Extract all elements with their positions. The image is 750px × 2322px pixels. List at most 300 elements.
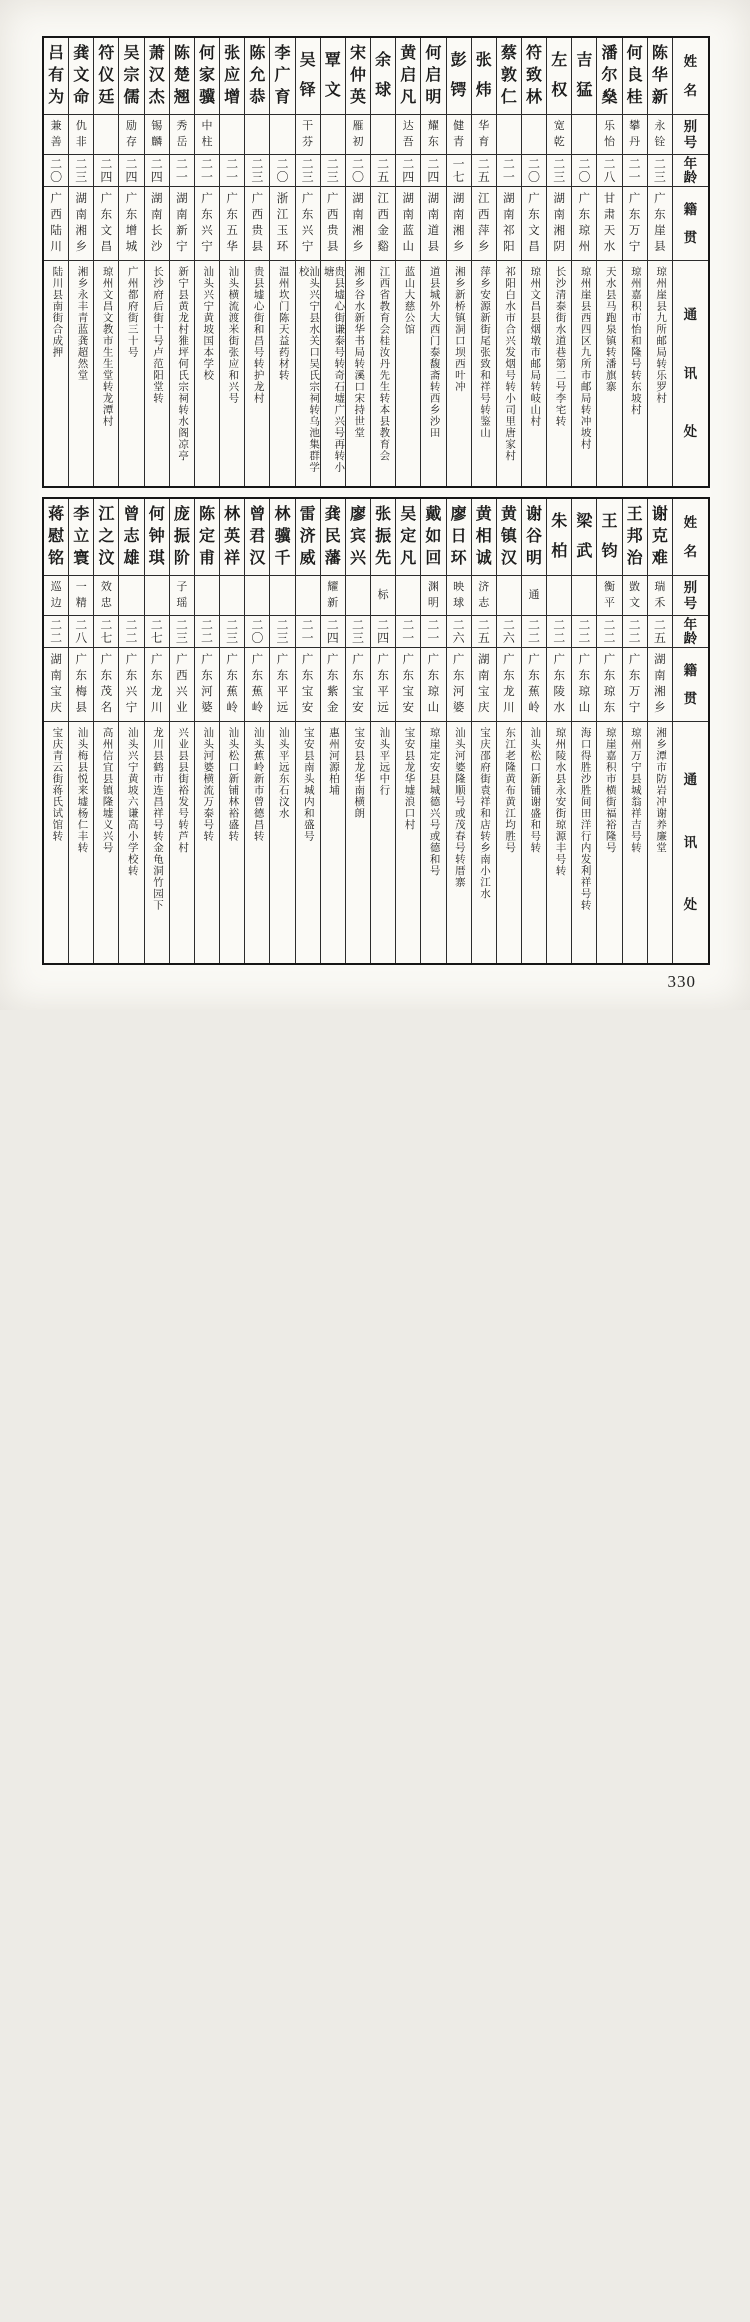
glyph: 东 [150, 669, 163, 682]
alias-cell [648, 575, 672, 615]
glyph: 岳 [176, 135, 188, 148]
address-text: 宝安县南头城内和盛号 [302, 727, 314, 842]
age-cell-text [69, 616, 93, 647]
person-column [596, 38, 621, 486]
glyph: 余 [375, 52, 392, 70]
name-cell-text [623, 38, 647, 114]
glyph: 广 [528, 653, 540, 666]
name-cell [572, 499, 596, 575]
person-column [345, 38, 370, 486]
glyph: 玉 [276, 224, 289, 237]
glyph: 寰 [73, 550, 90, 567]
address-cell [245, 260, 269, 486]
address-text: 汕头梅县悦来墟杨仁丰转 [76, 727, 88, 854]
glyph: 二 [125, 618, 138, 632]
alias-cell [119, 114, 143, 154]
glyph: 东 [654, 208, 666, 221]
address-text: 宝庆青云街蒋氏试馆转 [51, 727, 63, 842]
age-cell [623, 615, 647, 647]
age-cell [69, 615, 93, 647]
glyph: 乡 [654, 701, 666, 714]
glyph: 岭 [226, 701, 238, 714]
glyph: 兼 [50, 120, 62, 133]
alias-cell [220, 114, 244, 154]
glyph: 广 [654, 192, 666, 205]
address-cell [321, 721, 345, 963]
age-cell [44, 154, 68, 186]
glyph: 二 [653, 618, 666, 632]
alias-cell [69, 114, 93, 154]
glyph: 二 [427, 618, 440, 632]
age-cell-text [597, 616, 621, 647]
age-cell-text [195, 155, 219, 186]
address-cell [220, 721, 244, 963]
name-cell-text [69, 38, 93, 114]
glyph: 二 [301, 618, 314, 632]
header-age-text [673, 616, 708, 647]
glyph: 梁 [576, 513, 593, 531]
glyph: 琼 [603, 685, 616, 698]
glyph: 柱 [201, 135, 213, 148]
glyph: 广 [176, 653, 188, 666]
glyph: 宁 [628, 240, 641, 253]
glyph: 湖 [477, 653, 490, 666]
age-cell-text [170, 616, 194, 647]
glyph: 广 [150, 653, 163, 666]
origin-cell-text [69, 187, 93, 260]
person-column [269, 499, 294, 963]
glyph: 南 [75, 208, 87, 221]
name-cell-text [69, 499, 93, 575]
person-column [144, 38, 169, 486]
glyph: 曾 [249, 506, 266, 523]
header-address-text [673, 722, 708, 963]
glyph: 二 [125, 157, 138, 171]
alias-cell [270, 114, 294, 154]
age-cell [421, 154, 445, 186]
header-name-text [673, 499, 708, 575]
name-cell-text [547, 38, 571, 114]
person-column [68, 499, 93, 963]
glyph: 广 [251, 653, 264, 666]
origin-cell [94, 647, 118, 721]
age-cell [547, 154, 571, 186]
glyph: 广 [452, 653, 465, 666]
name-cell [623, 38, 647, 114]
glyph: 球 [453, 596, 465, 609]
glyph: 东 [301, 208, 314, 221]
origin-cell [472, 186, 496, 260]
glyph: 贵 [251, 224, 264, 237]
origin-cell [296, 186, 320, 260]
origin-cell [421, 647, 445, 721]
glyph: 陵 [553, 685, 565, 698]
alias-cell-text [421, 576, 445, 615]
name-cell-text [321, 38, 345, 114]
glyph: 年 [683, 617, 698, 632]
address-cell [69, 721, 93, 963]
name-cell [497, 38, 521, 114]
name-cell [321, 499, 345, 575]
name-cell [69, 38, 93, 114]
name-cell-text [447, 499, 471, 575]
glyph: 达 [402, 120, 414, 133]
person-column [44, 499, 68, 963]
glyph: 初 [352, 135, 364, 148]
name-cell-text [94, 38, 118, 114]
age-cell-text [220, 616, 244, 647]
name-cell [119, 38, 143, 114]
glyph: 蕉 [226, 685, 238, 698]
name-cell-text [245, 499, 269, 575]
glyph: 广 [301, 653, 314, 666]
glyph: 二 [603, 157, 616, 171]
origin-cell-text [447, 648, 471, 721]
name-cell-text [371, 38, 395, 114]
person-column [194, 499, 219, 963]
glyph: 业 [176, 701, 188, 714]
glyph: 茂 [100, 685, 113, 698]
age-cell-text [119, 616, 143, 647]
origin-cell-text [572, 187, 596, 260]
address-text: 贵县墟心街和昌号转护龙村 [252, 266, 264, 404]
age-cell-text [44, 155, 68, 186]
origin-cell [371, 186, 395, 260]
address-cell [346, 260, 370, 486]
glyph: 华 [226, 240, 238, 253]
age-cell [170, 615, 194, 647]
address-cell [145, 721, 169, 963]
age-cell [145, 615, 169, 647]
glyph: 宁 [628, 701, 641, 714]
glyph: 县 [327, 240, 339, 253]
glyph: 一 [402, 631, 415, 645]
alias-cell-text [522, 576, 546, 615]
age-cell-text [44, 616, 68, 647]
origin-cell [497, 647, 521, 721]
glyph: 宁 [201, 240, 213, 253]
name-cell-text [170, 38, 194, 114]
alias-cell [296, 114, 320, 154]
glyph: 宝 [352, 685, 364, 698]
glyph: 朱 [551, 513, 568, 531]
age-cell-text [346, 616, 370, 647]
origin-cell-text [220, 648, 244, 721]
glyph: 华 [651, 67, 668, 84]
name-cell [497, 499, 521, 575]
glyph: 平 [604, 596, 616, 609]
address-cell [195, 721, 219, 963]
alias-cell [245, 575, 269, 615]
glyph: 育 [274, 89, 291, 106]
glyph: 琼 [427, 685, 440, 698]
age-cell-text [648, 616, 672, 647]
glyph: 汉 [249, 550, 266, 567]
origin-cell [447, 186, 471, 260]
glyph: 南 [503, 208, 515, 221]
origin-cell-text [497, 187, 521, 260]
glyph: 一 [427, 631, 440, 645]
glyph: 〇 [528, 170, 541, 184]
age-cell-text [522, 155, 546, 186]
address-cell [623, 260, 647, 486]
glyph: 为 [48, 89, 65, 106]
glyph: 黄 [400, 45, 417, 62]
glyph: 东 [125, 669, 138, 682]
alias-cell-text [648, 115, 672, 154]
glyph: 效 [100, 581, 112, 594]
glyph: 二 [351, 157, 364, 171]
glyph: 南 [477, 669, 490, 682]
alias-cell-text [69, 576, 93, 615]
name-cell-text [547, 499, 571, 575]
glyph: 琪 [148, 550, 165, 567]
glyph: 姓 [683, 54, 698, 69]
glyph: 水 [603, 240, 616, 253]
glyph: 兴 [176, 685, 188, 698]
address-cell [396, 260, 420, 486]
age-cell [421, 615, 445, 647]
glyph: 蕉 [251, 685, 264, 698]
age-cell-text [597, 155, 621, 186]
age-cell-text [270, 155, 294, 186]
origin-cell-text [44, 187, 68, 260]
age-cell [170, 154, 194, 186]
glyph: 先 [375, 550, 392, 567]
glyph: 一 [75, 581, 87, 594]
origin-cell [119, 647, 143, 721]
glyph: 巡 [50, 581, 62, 594]
origin-cell [421, 186, 445, 260]
alias-cell [44, 114, 68, 154]
glyph: 东 [553, 669, 565, 682]
address-text: 宝庆邵府街袁祥和店转乡南小江水 [478, 727, 490, 900]
address-cell [245, 721, 269, 963]
person-column [295, 499, 320, 963]
person-column [596, 499, 621, 963]
age-cell [497, 154, 521, 186]
glyph: 〇 [251, 631, 264, 645]
glyph: 乡 [352, 240, 364, 253]
glyph: 紫 [327, 685, 339, 698]
glyph: 六 [452, 631, 465, 645]
address-cell [94, 260, 118, 486]
glyph: 存 [126, 135, 138, 148]
alias-cell [170, 114, 194, 154]
address-cell [94, 721, 118, 963]
glyph: 江 [477, 192, 490, 205]
glyph: 四 [326, 631, 339, 645]
origin-cell [346, 186, 370, 260]
glyph: 邦 [626, 528, 643, 545]
header-age-text [673, 155, 708, 186]
age-cell-text [497, 616, 521, 647]
glyph: 姓 [683, 515, 698, 530]
glyph: 讯 [683, 834, 698, 850]
origin-cell-text [623, 187, 647, 260]
address-cell [371, 721, 395, 963]
age-cell [145, 154, 169, 186]
header-address [673, 721, 708, 963]
name-cell [145, 38, 169, 114]
person-column [68, 38, 93, 486]
age-cell-text [396, 616, 420, 647]
alias-cell [145, 114, 169, 154]
origin-cell [623, 647, 647, 721]
glyph: 尔 [601, 67, 618, 84]
glyph: 二 [578, 618, 591, 632]
person-column [269, 38, 294, 486]
glyph: 宁 [125, 701, 138, 714]
age-cell-text [371, 616, 395, 647]
glyph: 骥 [274, 528, 291, 545]
glyph: 符 [526, 45, 543, 62]
glyph: 名 [683, 82, 698, 98]
address-cell [472, 721, 496, 963]
glyph: 覃 [324, 52, 341, 70]
glyph: 湖 [654, 653, 666, 666]
name-cell-text [597, 499, 621, 575]
glyph: 三 [251, 170, 264, 184]
alias-cell-text [119, 115, 143, 154]
alias-cell [69, 575, 93, 615]
address-cell [170, 260, 194, 486]
address-text: 广州都府街三十号 [126, 266, 138, 358]
glyph: 祥 [224, 550, 241, 567]
glyph: 秀 [176, 120, 188, 133]
glyph: 林 [526, 89, 543, 106]
age-cell-text [497, 155, 521, 186]
address-text: 琼州嘉积市怡和隆号转东坡村 [629, 266, 641, 416]
origin-cell-text [497, 648, 521, 721]
glyph: 曾 [123, 506, 140, 523]
glyph: 阳 [503, 240, 515, 253]
glyph: 〇 [276, 170, 289, 184]
person-column [521, 38, 546, 486]
glyph: 兴 [349, 550, 366, 567]
address-cell [547, 260, 571, 486]
name-cell [170, 38, 194, 114]
glyph: 东 [226, 208, 238, 221]
glyph: 东 [276, 669, 289, 682]
glyph: 庞 [173, 506, 190, 523]
glyph: 广 [427, 653, 440, 666]
glyph: 二 [251, 157, 264, 171]
glyph: 三 [276, 631, 289, 645]
origin-cell-text [170, 648, 194, 721]
glyph: 乡 [452, 240, 465, 253]
glyph: 四 [377, 631, 390, 645]
glyph: 甘 [603, 192, 616, 205]
glyph: 龙 [150, 685, 163, 698]
address-cell [195, 260, 219, 486]
person-column [219, 38, 244, 486]
name-cell-text [371, 499, 395, 575]
glyph: 东 [528, 208, 540, 221]
person-column [194, 38, 219, 486]
glyph: 三 [553, 170, 566, 184]
age-cell-text [648, 155, 672, 186]
address-text: 湘乡永丰青蓝龚超然堂 [76, 266, 88, 381]
origin-cell [220, 186, 244, 260]
glyph: 汶 [98, 550, 115, 567]
glyph: 湖 [50, 653, 62, 666]
glyph: 蔡 [500, 45, 517, 62]
origin-cell [69, 647, 93, 721]
glyph: 张 [224, 45, 241, 62]
glyph: 东 [201, 208, 213, 221]
age-cell-text [220, 155, 244, 186]
person-column [446, 499, 471, 963]
name-cell [522, 499, 546, 575]
origin-cell [321, 186, 345, 260]
age-cell [69, 154, 93, 186]
name-cell-text [321, 499, 345, 575]
glyph: 宝 [301, 685, 314, 698]
alias-cell [321, 575, 345, 615]
glyph: 东 [427, 135, 439, 148]
name-cell [421, 499, 445, 575]
glyph: 〇 [351, 170, 364, 184]
glyph: 渊 [427, 581, 439, 594]
glyph: 四 [402, 170, 415, 184]
glyph: 东 [251, 669, 264, 682]
glyph: 广 [226, 653, 238, 666]
origin-cell [547, 647, 571, 721]
glyph: 志 [123, 528, 140, 545]
glyph: 文 [73, 67, 90, 84]
age-cell [220, 615, 244, 647]
origin-cell-text [421, 648, 445, 721]
glyph: 南 [50, 669, 62, 682]
age-cell [371, 154, 395, 186]
glyph: 州 [578, 240, 591, 253]
name-cell [220, 499, 244, 575]
glyph: 广 [402, 653, 415, 666]
glyph: 林 [224, 506, 241, 523]
glyph: 阴 [553, 240, 565, 253]
glyph: 吴 [400, 506, 417, 523]
glyph: 二 [528, 157, 541, 171]
glyph: 七 [452, 170, 465, 184]
age-cell [195, 615, 219, 647]
alias-cell [597, 575, 621, 615]
name-cell [346, 38, 370, 114]
glyph: 南 [654, 669, 666, 682]
name-cell-text [447, 38, 471, 114]
person-column [496, 499, 521, 963]
alias-cell-text [447, 576, 471, 615]
glyph: 仪 [98, 67, 115, 84]
origin-cell-text [296, 648, 320, 721]
glyph: 广 [251, 192, 264, 205]
address-cell [447, 260, 471, 486]
address-cell [270, 260, 294, 486]
alias-cell-text [623, 576, 647, 615]
glyph: 定 [400, 528, 417, 545]
glyph: 二 [628, 631, 641, 645]
alias-cell [623, 575, 647, 615]
origin-cell-text [94, 187, 118, 260]
glyph: 诚 [475, 550, 492, 567]
age-cell-text [346, 155, 370, 186]
name-cell-text [94, 499, 118, 575]
origin-cell-text [396, 187, 420, 260]
name-cell-text [270, 499, 294, 575]
row-header-column [672, 499, 708, 963]
glyph: 敳 [629, 581, 641, 594]
address-text: 陆川县南街合成押 [51, 266, 63, 358]
